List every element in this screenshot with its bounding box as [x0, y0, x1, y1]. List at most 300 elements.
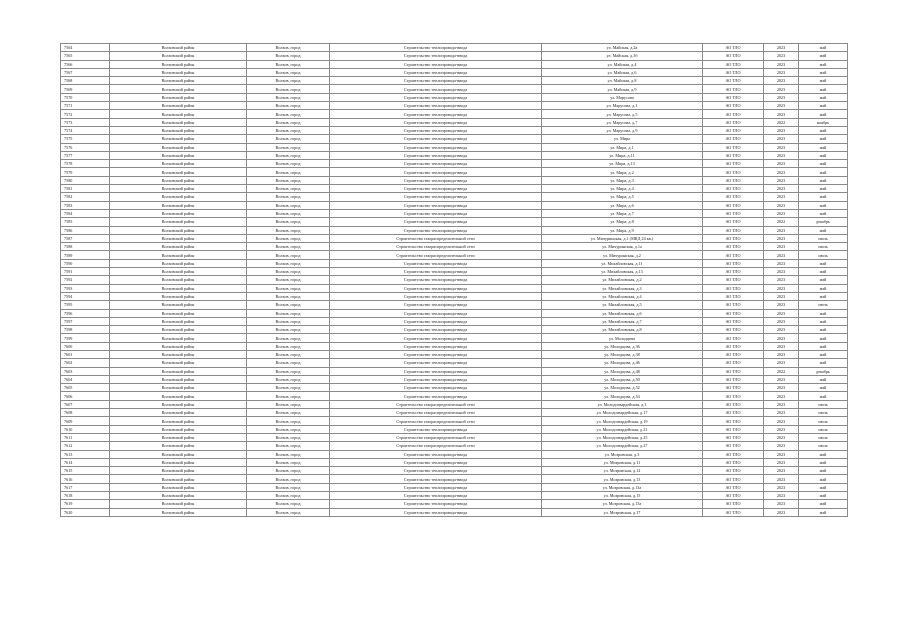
- row-number-cell: 7620: [61, 508, 110, 516]
- organization-cell: АО ТЛО: [703, 243, 764, 251]
- table-row: [61, 151, 848, 159]
- month-cell: май: [799, 44, 848, 52]
- row-number-cell: 7575: [61, 135, 110, 143]
- month-cell: май: [799, 185, 848, 193]
- table-row: [61, 367, 848, 375]
- settlement-cell: Волхов, город: [247, 52, 330, 60]
- address-cell: ул. Мира, д.3: [542, 176, 703, 184]
- work-type-cell: Строительство теплопровода-ввода: [330, 93, 542, 101]
- district-cell: Волховский район: [110, 251, 247, 259]
- district-cell: Волховский район: [110, 433, 247, 441]
- address-cell: ул. Молодцова, д.54: [542, 392, 703, 400]
- table-row: [61, 425, 848, 433]
- row-number-cell: 7586: [61, 226, 110, 234]
- district-cell: Волховский район: [110, 68, 247, 76]
- row-number-cell: 7617: [61, 483, 110, 491]
- document-page: [60, 43, 847, 517]
- settlement-cell: Волхов, город: [247, 102, 330, 110]
- table-row: [61, 483, 848, 491]
- work-type-cell: Строительство газораспределительной сети: [330, 243, 542, 251]
- address-cell: ул. Михайловская, д.5: [542, 301, 703, 309]
- row-number-cell: 7568: [61, 77, 110, 85]
- settlement-cell: Волхов, город: [247, 417, 330, 425]
- district-cell: Волховский район: [110, 44, 247, 52]
- address-cell: ул. Майская, д.2а: [542, 44, 703, 52]
- district-cell: Волховский район: [110, 483, 247, 491]
- year-cell: 2023: [764, 85, 799, 93]
- address-cell: ул. Молодцова, д.46: [542, 359, 703, 367]
- organization-cell: АО ТЛО: [703, 77, 764, 85]
- month-cell: май: [799, 500, 848, 508]
- table-row: [61, 201, 848, 209]
- table-row: [61, 52, 848, 60]
- district-cell: Волховский район: [110, 102, 247, 110]
- address-cell: ул. Майская, д.8: [542, 77, 703, 85]
- work-type-cell: Строительство теплопровода-ввода: [330, 209, 542, 217]
- row-number-cell: 7576: [61, 143, 110, 151]
- row-number-cell: 7609: [61, 417, 110, 425]
- row-number-cell: 7587: [61, 234, 110, 242]
- settlement-cell: Волхов, город: [247, 458, 330, 466]
- settlement-cell: Волхов, город: [247, 350, 330, 358]
- work-type-cell: Строительство теплопровода-ввода: [330, 425, 542, 433]
- month-cell: май: [799, 326, 848, 334]
- year-cell: 2023: [764, 251, 799, 259]
- table-row: [61, 309, 848, 317]
- month-cell: май: [799, 110, 848, 118]
- row-number-cell: 7597: [61, 317, 110, 325]
- settlement-cell: Волхов, город: [247, 185, 330, 193]
- address-cell: ул. Марусова, д.5: [542, 110, 703, 118]
- address-cell: ул. Майская, д.4: [542, 60, 703, 68]
- table-row: [61, 243, 848, 251]
- organization-cell: АО ТЛО: [703, 44, 764, 52]
- organization-cell: АО ТЛО: [703, 317, 764, 325]
- month-cell: май: [799, 508, 848, 516]
- row-number-cell: 7619: [61, 500, 110, 508]
- month-cell: декабрь: [799, 218, 848, 226]
- settlement-cell: Волхов, город: [247, 259, 330, 267]
- row-number-cell: 7615: [61, 467, 110, 475]
- work-type-cell: Строительство теплопровода-ввода: [330, 326, 542, 334]
- settlement-cell: Волхов, город: [247, 268, 330, 276]
- work-type-cell: Строительство теплопровода-ввода: [330, 375, 542, 383]
- district-cell: Волховский район: [110, 268, 247, 276]
- work-type-cell: Строительство теплопровода-ввода: [330, 68, 542, 76]
- row-number-cell: 7603: [61, 367, 110, 375]
- district-cell: Волховский район: [110, 185, 247, 193]
- month-cell: май: [799, 375, 848, 383]
- organization-cell: АО ТЛО: [703, 151, 764, 159]
- row-number-cell: 7569: [61, 85, 110, 93]
- row-number-cell: 7589: [61, 251, 110, 259]
- table-row: [61, 500, 848, 508]
- address-cell: ул. Михайловская, д.2: [542, 276, 703, 284]
- district-cell: Волховский район: [110, 392, 247, 400]
- district-cell: Волховский район: [110, 334, 247, 342]
- address-cell: ул. Мозровская, д.12: [542, 467, 703, 475]
- work-type-cell: Строительство теплопровода-ввода: [330, 135, 542, 143]
- work-type-cell: Строительство теплопровода-ввода: [330, 160, 542, 168]
- row-number-cell: 7594: [61, 292, 110, 300]
- organization-cell: АО ТЛО: [703, 442, 764, 450]
- address-cell: ул. Мира: [542, 135, 703, 143]
- work-type-cell: Строительство теплопровода-ввода: [330, 268, 542, 276]
- work-type-cell: Строительство теплопровода-ввода: [330, 176, 542, 184]
- organization-cell: АО ТЛО: [703, 492, 764, 500]
- settlement-cell: Волхов, город: [247, 176, 330, 184]
- row-number-cell: 7571: [61, 102, 110, 110]
- work-type-cell: Строительство теплопровода-ввода: [330, 193, 542, 201]
- district-cell: Волховский район: [110, 276, 247, 284]
- district-cell: Волховский район: [110, 110, 247, 118]
- settlement-cell: Волхов, город: [247, 126, 330, 134]
- row-number-cell: 7579: [61, 168, 110, 176]
- settlement-cell: Волхов, город: [247, 467, 330, 475]
- organization-cell: АО ТЛО: [703, 433, 764, 441]
- work-type-cell: Строительство теплопровода-ввода: [330, 350, 542, 358]
- row-number-cell: 7604: [61, 375, 110, 383]
- work-type-cell: Строительство теплопровода-ввода: [330, 143, 542, 151]
- work-type-cell: Строительство теплопровода-ввода: [330, 359, 542, 367]
- month-cell: май: [799, 151, 848, 159]
- month-cell: май: [799, 450, 848, 458]
- row-number-cell: 7580: [61, 176, 110, 184]
- row-number-cell: 7581: [61, 185, 110, 193]
- month-cell: май: [799, 85, 848, 93]
- organization-cell: АО ТЛО: [703, 68, 764, 76]
- year-cell: 2023: [764, 243, 799, 251]
- district-cell: Волховский район: [110, 135, 247, 143]
- work-type-cell: Строительство теплопровода-ввода: [330, 309, 542, 317]
- address-cell: ул. Мозровская, д.13: [542, 475, 703, 483]
- organization-cell: АО ТЛО: [703, 193, 764, 201]
- work-type-cell: Строительство газораспределительной сети: [330, 409, 542, 417]
- month-cell: июль: [799, 400, 848, 408]
- year-cell: 2023: [764, 209, 799, 217]
- organization-cell: АО ТЛО: [703, 326, 764, 334]
- table-row: [61, 384, 848, 392]
- organization-cell: АО ТЛО: [703, 458, 764, 466]
- work-type-cell: Строительство теплопровода-ввода: [330, 259, 542, 267]
- work-type-cell: Строительство теплопровода-ввода: [330, 334, 542, 342]
- year-cell: 2023: [764, 226, 799, 234]
- row-number-cell: 7582: [61, 193, 110, 201]
- settlement-cell: Волхов, город: [247, 160, 330, 168]
- year-cell: 2023: [764, 483, 799, 491]
- month-cell: май: [799, 317, 848, 325]
- work-type-cell: Строительство теплопровода-ввода: [330, 77, 542, 85]
- address-cell: ул. Марусова: [542, 93, 703, 101]
- month-cell: май: [799, 93, 848, 101]
- month-cell: май: [799, 52, 848, 60]
- settlement-cell: Волхов, город: [247, 475, 330, 483]
- work-type-cell: Строительство теплопровода-ввода: [330, 392, 542, 400]
- address-cell: ул. Мозровская, д.3: [542, 450, 703, 458]
- row-number-cell: 7577: [61, 151, 110, 159]
- settlement-cell: Волхов, город: [247, 508, 330, 516]
- table-row: [61, 375, 848, 383]
- work-type-cell: Строительство теплопровода-ввода: [330, 201, 542, 209]
- district-cell: Волховский район: [110, 301, 247, 309]
- year-cell: 2023: [764, 350, 799, 358]
- month-cell: май: [799, 334, 848, 342]
- work-type-cell: Строительство газораспределительной сети: [330, 417, 542, 425]
- work-type-cell: Строительство теплопровода-ввода: [330, 118, 542, 126]
- address-cell: ул. Михайловская, д.7: [542, 317, 703, 325]
- settlement-cell: Волхов, город: [247, 359, 330, 367]
- row-number-cell: 7611: [61, 433, 110, 441]
- organization-cell: АО ТЛО: [703, 168, 764, 176]
- settlement-cell: Волхов, город: [247, 77, 330, 85]
- address-cell: ул. Мира, д.8: [542, 218, 703, 226]
- district-cell: Волховский район: [110, 400, 247, 408]
- month-cell: май: [799, 292, 848, 300]
- organization-cell: АО ТЛО: [703, 359, 764, 367]
- address-cell: ул. Майская, д.6: [542, 68, 703, 76]
- district-cell: Волховский район: [110, 492, 247, 500]
- row-number-cell: 7599: [61, 334, 110, 342]
- row-number-cell: 7564: [61, 44, 110, 52]
- district-cell: Волховский район: [110, 500, 247, 508]
- year-cell: 2023: [764, 193, 799, 201]
- settlement-cell: Волхов, город: [247, 326, 330, 334]
- settlement-cell: Волхов, город: [247, 151, 330, 159]
- month-cell: декабрь: [799, 367, 848, 375]
- settlement-cell: Волхов, город: [247, 301, 330, 309]
- table-row: [61, 259, 848, 267]
- year-cell: 2023: [764, 301, 799, 309]
- row-number-cell: 7585: [61, 218, 110, 226]
- organization-cell: АО ТЛО: [703, 334, 764, 342]
- row-number-cell: 7590: [61, 259, 110, 267]
- year-cell: 2022: [764, 218, 799, 226]
- month-cell: июль: [799, 301, 848, 309]
- year-cell: 2023: [764, 44, 799, 52]
- organization-cell: АО ТЛО: [703, 417, 764, 425]
- row-number-cell: 7596: [61, 309, 110, 317]
- month-cell: май: [799, 284, 848, 292]
- organization-cell: АО ТЛО: [703, 160, 764, 168]
- month-cell: май: [799, 458, 848, 466]
- row-number-cell: 7613: [61, 450, 110, 458]
- month-cell: май: [799, 309, 848, 317]
- table-row: [61, 301, 848, 309]
- settlement-cell: Волхов, город: [247, 243, 330, 251]
- table-row: [61, 284, 848, 292]
- year-cell: 2023: [764, 425, 799, 433]
- district-cell: Волховский район: [110, 442, 247, 450]
- district-cell: Волховский район: [110, 60, 247, 68]
- table-row: [61, 44, 848, 52]
- district-cell: Волховский район: [110, 176, 247, 184]
- district-cell: Волховский район: [110, 450, 247, 458]
- row-number-cell: 7583: [61, 201, 110, 209]
- work-type-cell: Строительство теплопровода-ввода: [330, 317, 542, 325]
- year-cell: 2023: [764, 492, 799, 500]
- organization-cell: АО ТЛО: [703, 110, 764, 118]
- row-number-cell: 7578: [61, 160, 110, 168]
- district-cell: Волховский район: [110, 209, 247, 217]
- organization-cell: АО ТЛО: [703, 508, 764, 516]
- district-cell: Волховский район: [110, 160, 247, 168]
- row-number-cell: 7598: [61, 326, 110, 334]
- work-type-cell: Строительство теплопровода-ввода: [330, 226, 542, 234]
- address-cell: ул. Мира, д.9: [542, 226, 703, 234]
- settlement-cell: Волхов, город: [247, 251, 330, 259]
- work-type-cell: Строительство теплопровода-ввода: [330, 102, 542, 110]
- settlement-cell: Волхов, город: [247, 234, 330, 242]
- month-cell: май: [799, 201, 848, 209]
- settlement-cell: Волхов, город: [247, 367, 330, 375]
- year-cell: 2023: [764, 276, 799, 284]
- address-cell: ул. Мира, д.5: [542, 193, 703, 201]
- row-number-cell: 7607: [61, 400, 110, 408]
- year-cell: 2023: [764, 458, 799, 466]
- district-cell: Волховский район: [110, 259, 247, 267]
- month-cell: май: [799, 209, 848, 217]
- address-cell: ул. Молодцова, д.50: [542, 375, 703, 383]
- table-row: [61, 359, 848, 367]
- month-cell: май: [799, 483, 848, 491]
- organization-cell: АО ТЛО: [703, 201, 764, 209]
- month-cell: июль: [799, 442, 848, 450]
- table-row: [61, 508, 848, 516]
- address-cell: ул. Михайловская, д.11: [542, 259, 703, 267]
- settlement-cell: Волхов, город: [247, 143, 330, 151]
- row-number-cell: 7565: [61, 52, 110, 60]
- district-cell: Волховский район: [110, 367, 247, 375]
- month-cell: май: [799, 135, 848, 143]
- district-cell: Волховский район: [110, 118, 247, 126]
- work-type-cell: Строительство теплопровода-ввода: [330, 367, 542, 375]
- table-row: [61, 226, 848, 234]
- address-cell: ул. Молодцова, д.52: [542, 384, 703, 392]
- settlement-cell: Волхов, город: [247, 375, 330, 383]
- table-row: [61, 442, 848, 450]
- district-cell: Волховский район: [110, 458, 247, 466]
- address-cell: ул. Марусова, д.7: [542, 118, 703, 126]
- month-cell: май: [799, 193, 848, 201]
- organization-cell: АО ТЛО: [703, 93, 764, 101]
- work-type-cell: Строительство теплопровода-ввода: [330, 467, 542, 475]
- organization-cell: АО ТЛО: [703, 118, 764, 126]
- organization-cell: АО ТЛО: [703, 309, 764, 317]
- work-type-cell: Строительство теплопровода-ввода: [330, 52, 542, 60]
- row-number-cell: 7602: [61, 359, 110, 367]
- work-type-cell: Строительство теплопровода-ввода: [330, 342, 542, 350]
- table-row: [61, 326, 848, 334]
- district-cell: Волховский район: [110, 292, 247, 300]
- year-cell: 2023: [764, 52, 799, 60]
- address-cell: ул. Майская, д.3б: [542, 52, 703, 60]
- settlement-cell: Волхов, город: [247, 85, 330, 93]
- organization-cell: АО ТЛО: [703, 450, 764, 458]
- district-cell: Волховский район: [110, 77, 247, 85]
- table-row: [61, 185, 848, 193]
- year-cell: 2023: [764, 176, 799, 184]
- settlement-cell: Волхов, город: [247, 425, 330, 433]
- table-row: [61, 110, 848, 118]
- year-cell: 2023: [764, 317, 799, 325]
- table-row: [61, 126, 848, 134]
- year-cell: 2023: [764, 110, 799, 118]
- address-cell: ул. Молодогвардейская, д.21: [542, 425, 703, 433]
- year-cell: 2023: [764, 234, 799, 242]
- month-cell: май: [799, 143, 848, 151]
- work-type-cell: Строительство теплопровода-ввода: [330, 151, 542, 159]
- row-number-cell: 7593: [61, 284, 110, 292]
- year-cell: 2023: [764, 160, 799, 168]
- work-type-cell: Строительство теплопровода-ввода: [330, 85, 542, 93]
- organization-cell: АО ТЛО: [703, 301, 764, 309]
- settlement-cell: Волхов, город: [247, 309, 330, 317]
- month-cell: май: [799, 60, 848, 68]
- work-type-cell: Строительство теплопровода-ввода: [330, 185, 542, 193]
- year-cell: 2023: [764, 442, 799, 450]
- organization-cell: АО ТЛО: [703, 467, 764, 475]
- address-cell: ул. Молодогвардейская, д.25: [542, 433, 703, 441]
- organization-cell: АО ТЛО: [703, 60, 764, 68]
- district-cell: Волховский район: [110, 317, 247, 325]
- month-cell: май: [799, 276, 848, 284]
- row-number-cell: 7608: [61, 409, 110, 417]
- organization-cell: АО ТЛО: [703, 342, 764, 350]
- settlement-cell: Волхов, город: [247, 60, 330, 68]
- row-number-cell: 7618: [61, 492, 110, 500]
- year-cell: 2023: [764, 475, 799, 483]
- organization-cell: АО ТЛО: [703, 409, 764, 417]
- month-cell: май: [799, 268, 848, 276]
- month-cell: июль: [799, 433, 848, 441]
- settlement-cell: Волхов, город: [247, 292, 330, 300]
- row-number-cell: 7573: [61, 118, 110, 126]
- organization-cell: АО ТЛО: [703, 234, 764, 242]
- settlement-cell: Волхов, город: [247, 110, 330, 118]
- row-number-cell: 7595: [61, 301, 110, 309]
- organization-cell: АО ТЛО: [703, 52, 764, 60]
- district-cell: Волховский район: [110, 52, 247, 60]
- address-cell: ул. Мозровская, д.15: [542, 492, 703, 500]
- address-cell: ул. Майская, д.9: [542, 85, 703, 93]
- work-type-cell: Строительство теплопровода-ввода: [330, 60, 542, 68]
- year-cell: 2023: [764, 375, 799, 383]
- month-cell: май: [799, 68, 848, 76]
- organization-cell: АО ТЛО: [703, 475, 764, 483]
- year-cell: 2023: [764, 284, 799, 292]
- organization-cell: АО ТЛО: [703, 400, 764, 408]
- settlement-cell: Волхов, город: [247, 433, 330, 441]
- address-cell: ул. Мозровская, д.13а: [542, 483, 703, 491]
- district-cell: Волховский район: [110, 126, 247, 134]
- year-cell: 2023: [764, 126, 799, 134]
- table-row: [61, 475, 848, 483]
- address-cell: ул. Михайловская, д.8: [542, 326, 703, 334]
- year-cell: 2023: [764, 77, 799, 85]
- organization-cell: АО ТЛО: [703, 268, 764, 276]
- district-cell: Волховский район: [110, 475, 247, 483]
- table-row: [61, 342, 848, 350]
- month-cell: май: [799, 102, 848, 110]
- district-cell: Волховский район: [110, 384, 247, 392]
- settlement-cell: Волхов, город: [247, 442, 330, 450]
- organization-cell: АО ТЛО: [703, 392, 764, 400]
- address-cell: ул. Молодцова, д.36: [542, 342, 703, 350]
- organization-cell: АО ТЛО: [703, 276, 764, 284]
- table-row: [61, 492, 848, 500]
- organization-cell: АО ТЛО: [703, 292, 764, 300]
- settlement-cell: Волхов, город: [247, 218, 330, 226]
